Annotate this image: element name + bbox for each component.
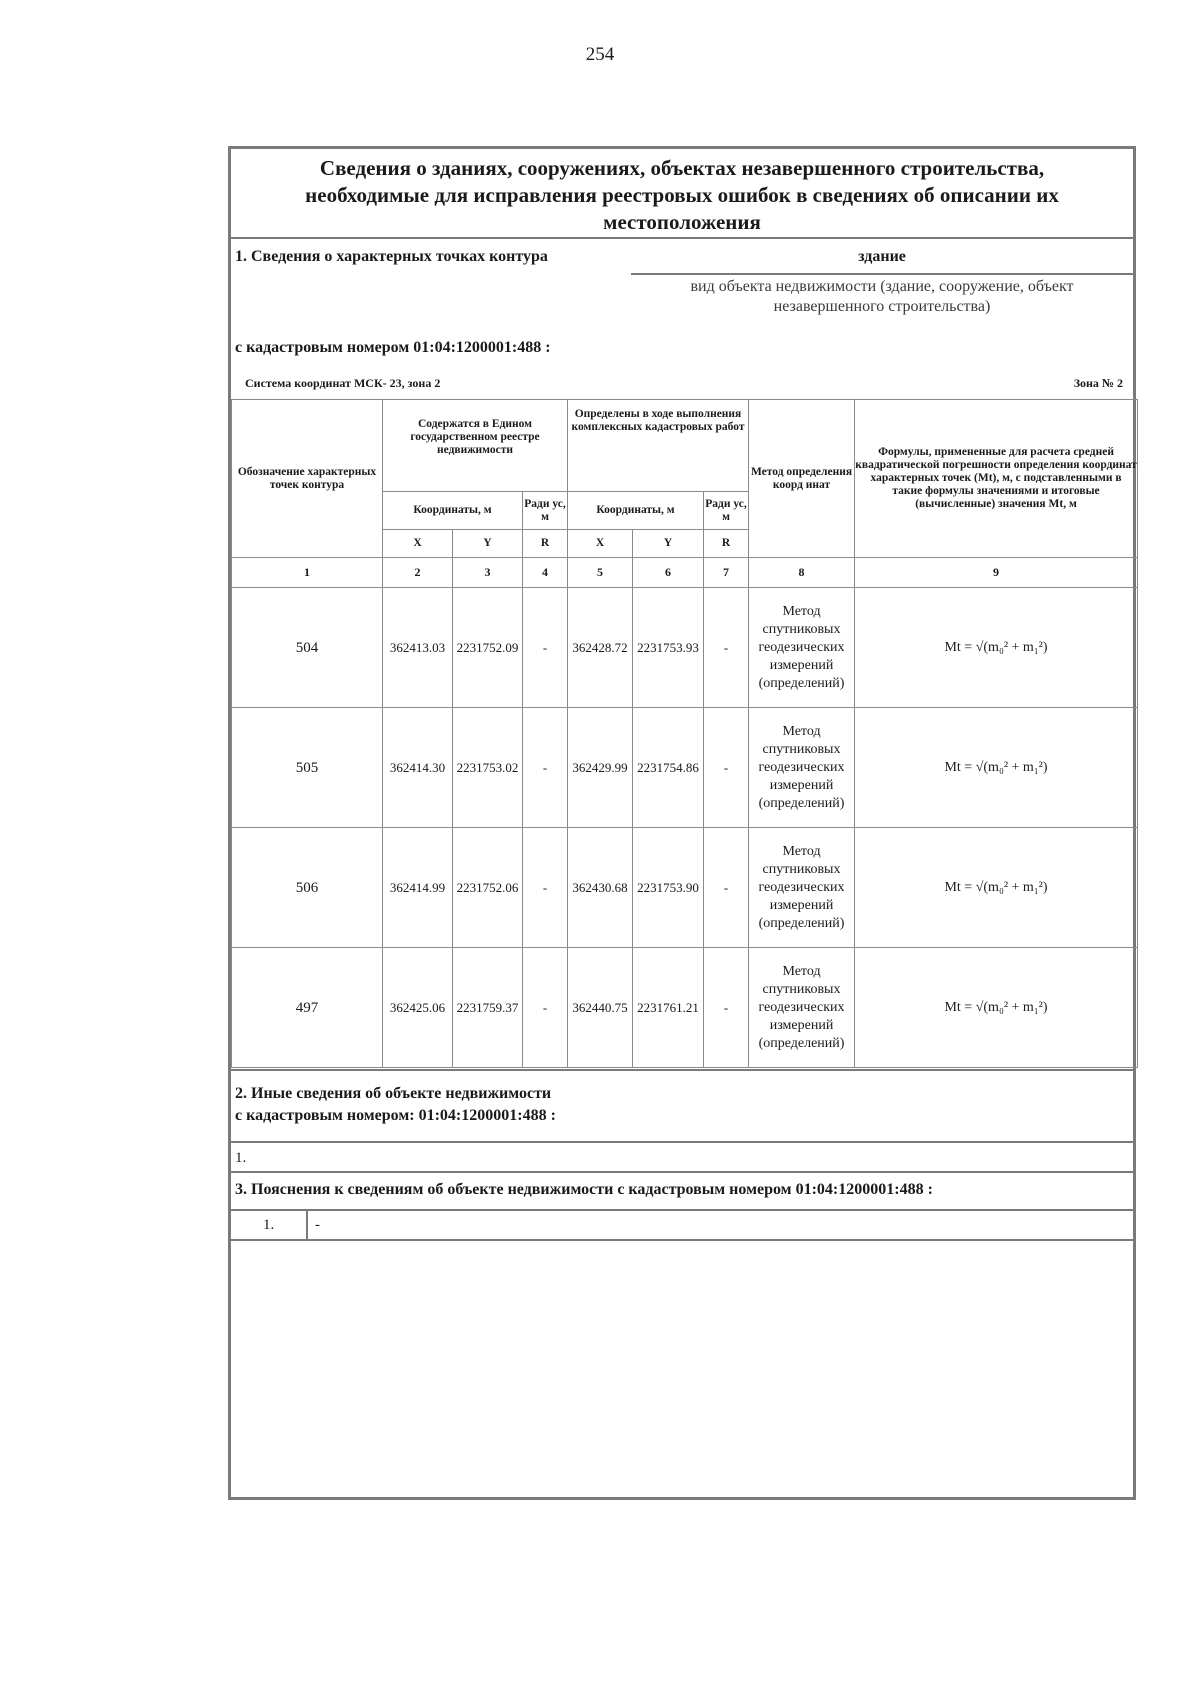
formula: Mt = √(m₀² + m₁²)	[855, 828, 1138, 948]
object-type-hint	[631, 277, 1133, 317]
egrn-x: 362425.06	[383, 948, 453, 1068]
document-title	[231, 155, 1133, 236]
zone-label: Зона № 2	[1073, 376, 1123, 390]
page-number: 254	[585, 44, 615, 65]
egrn-y: 2231759.37	[453, 948, 523, 1068]
egrn-y: 2231752.06	[453, 828, 523, 948]
header-complex: Определены в ходе выполнения комплексных кадастровых работ	[568, 400, 749, 492]
divider	[231, 237, 1133, 239]
point-designation: 506	[232, 828, 383, 948]
section3-item-number: 1.	[263, 1217, 275, 1233]
egrn-y: 2231752.09	[453, 588, 523, 708]
complex-y: 2231754.86	[633, 708, 704, 828]
column-number: 9	[855, 558, 1138, 588]
point-designation: 504	[232, 588, 383, 708]
column-number: 3	[453, 558, 523, 588]
column-number: 1	[232, 558, 383, 588]
column-number: 4	[523, 558, 568, 588]
egrn-r: -	[523, 828, 568, 948]
column-number: 7	[704, 558, 749, 588]
complex-x: 362429.99	[568, 708, 633, 828]
divider	[231, 1069, 1133, 1071]
header-formulas: Формулы, примененные для расчета средней квадратической погрешности определения координат характерных точек (Mt), м, с подставленными в такие формулы значениями и итоговые (вычисленные) значения Mt, м	[855, 400, 1138, 558]
complex-r: -	[704, 828, 749, 948]
divider	[231, 1141, 1133, 1143]
point-designation: 505	[232, 708, 383, 828]
header-x: X	[568, 530, 633, 558]
complex-r: -	[704, 948, 749, 1068]
table-row	[232, 708, 1138, 828]
header-y: Y	[453, 530, 523, 558]
column-number: 6	[633, 558, 704, 588]
object-type: здание	[858, 248, 906, 265]
header-egrn: Содержатся в Едином государственном реестре недвижимости	[383, 400, 568, 492]
title-line: необходимые для исправления реестровых ошибок в сведениях об описании их	[305, 183, 1059, 207]
table-row	[232, 828, 1138, 948]
complex-x: 362440.75	[568, 948, 633, 1068]
hint-line: незавершенного строительства)	[773, 298, 991, 315]
divider	[231, 1209, 1133, 1211]
egrn-r: -	[523, 708, 568, 828]
divider	[231, 1171, 1133, 1173]
complex-y: 2231761.21	[633, 948, 704, 1068]
section3-item-text: -	[315, 1217, 320, 1233]
formula: Mt = √(m₀² + m₁²)	[855, 948, 1138, 1068]
object-type-underline	[631, 273, 1133, 275]
formula: Mt = √(m₀² + m₁²)	[855, 708, 1138, 828]
header-method: Метод определения коорд инат	[749, 400, 855, 558]
header-y: Y	[633, 530, 704, 558]
header-radius: Ради ус, м	[523, 492, 568, 530]
method: Метод спутниковых геодезических измерений (определений)	[749, 828, 855, 948]
complex-r: -	[704, 588, 749, 708]
header-coords: Координаты, м	[568, 492, 704, 530]
hint-line: вид объекта недвижимости (здание, сооружение, объект	[690, 278, 1074, 295]
title-line: Сведения о зданиях, сооружениях, объектах незавершенного строительства,	[319, 156, 1045, 180]
header-point-designation: Обозначение характерных точек контура	[232, 400, 383, 558]
column-number: 5	[568, 558, 633, 588]
coordinates-table	[231, 399, 1138, 1068]
table-row	[232, 588, 1138, 708]
header-radius: Ради ус, м	[704, 492, 749, 530]
egrn-x: 362413.03	[383, 588, 453, 708]
complex-y: 2231753.90	[633, 828, 704, 948]
title-line: местоположения	[603, 210, 761, 234]
complex-y: 2231753.93	[633, 588, 704, 708]
column-number: 2	[383, 558, 453, 588]
divider	[231, 1239, 1133, 1241]
coordinate-system: Система координат МСК- 23, зона 2	[245, 376, 441, 390]
document-frame	[228, 146, 1136, 1500]
egrn-x: 362414.30	[383, 708, 453, 828]
section2-item: 1.	[235, 1150, 247, 1166]
egrn-x: 362414.99	[383, 828, 453, 948]
section2-cadastral: с кадастровым номером: 01:04:1200001:488 :	[235, 1107, 556, 1124]
section3-label: 3. Пояснения к сведениям об объекте недвижимости с кадастровым номером 01:04:1200001:488 :	[235, 1181, 933, 1198]
formula: Mt = √(m₀² + m₁²)	[855, 588, 1138, 708]
table-row	[232, 948, 1138, 1068]
divider	[306, 1209, 308, 1239]
complex-x: 362428.72	[568, 588, 633, 708]
header-r: R	[523, 530, 568, 558]
method: Метод спутниковых геодезических измерений (определений)	[749, 948, 855, 1068]
point-designation: 497	[232, 948, 383, 1068]
column-number: 8	[749, 558, 855, 588]
section1-label: 1. Сведения о характерных точках контура	[235, 248, 548, 265]
complex-x: 362430.68	[568, 828, 633, 948]
method: Метод спутниковых геодезических измерений (определений)	[749, 708, 855, 828]
header-x: X	[383, 530, 453, 558]
section2-label: 2. Иные сведения об объекте недвижимости	[235, 1085, 552, 1102]
egrn-r: -	[523, 948, 568, 1068]
complex-r: -	[704, 708, 749, 828]
method: Метод спутниковых геодезических измерений (определений)	[749, 588, 855, 708]
egrn-y: 2231753.02	[453, 708, 523, 828]
egrn-r: -	[523, 588, 568, 708]
section1-cadastral: с кадастровым номером 01:04:1200001:488 :	[235, 339, 551, 356]
header-r: R	[704, 530, 749, 558]
header-coords: Координаты, м	[383, 492, 523, 530]
